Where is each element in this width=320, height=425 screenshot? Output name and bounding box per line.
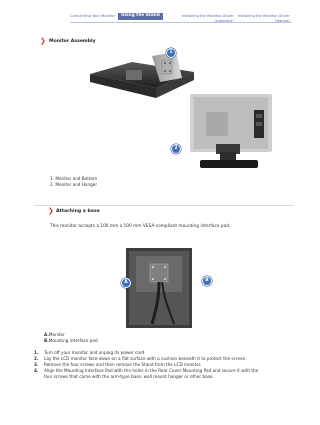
stand-illustration (86, 52, 196, 112)
tab-driver-manual-label: Installing the Monitor Driver (238, 14, 290, 18)
section-chevron-icon: ❯ (40, 37, 46, 45)
section-chevron-icon: ❯ (48, 207, 54, 215)
legend-monitor (44, 332, 65, 337)
step-3 (34, 362, 201, 367)
step-4-text: Align the Mounting Interface Pad with the holes in the Rear Cover Mounting Pad and secure it with the (44, 368, 259, 373)
section-title-monitor-assembly: Monitor Assembly (49, 39, 96, 44)
callout-1-badge: 1 (166, 48, 176, 58)
tab-driver-automatic-sub: (Automatic) (214, 18, 234, 23)
vesa-pad-illustration (126, 248, 192, 328)
step-3-text: Remove the four screws and then remove the Stand from the LCD monitor. (44, 362, 202, 367)
legend-key-b: B. (44, 338, 49, 343)
legend-mounting-pad (44, 338, 98, 343)
legend-text-a: Monitor (48, 332, 65, 337)
tab-connecting-monitor[interactable]: Connecting Your Monitor (70, 14, 116, 18)
callout-b-badge: B (202, 276, 212, 286)
step-4-cont-text: four screws that came with the arm-type base, wall mount hanger or other base. (44, 374, 214, 379)
monitor-back-photo (186, 94, 276, 170)
step-4-number: 4. (34, 368, 39, 373)
attaching-base-description: This monitor accepts a 100 mm x 100 mm VESA-compliant mounting interface pad. (50, 224, 231, 229)
vesa-pad-photo (126, 248, 192, 328)
step-2-text: Lay the LCD monitor face-down on a flat surface with a cushion beneath it to protect the screen. (44, 356, 247, 361)
stand-photo (86, 52, 196, 112)
step-2-number: 2. (34, 356, 39, 361)
legend-text-b: Mounting interface pad (48, 338, 98, 343)
callout-a-badge: A (121, 278, 131, 288)
section-divider (34, 205, 294, 206)
tab-using-stand[interactable]: Using the Stand (118, 13, 163, 20)
step-3-number: 3. (34, 362, 39, 367)
callout-2-badge: 2 (171, 144, 181, 154)
assembly-list-item-2: 2. Monitor and Hanger (50, 182, 98, 187)
tab-driver-automatic-label: Installing the Monitor Driver (182, 14, 234, 18)
monitor-back-illustration (186, 94, 276, 170)
step-4-continued (34, 374, 214, 379)
top-navigation (70, 14, 292, 38)
tab-driver-manual-sub: (Manual) (275, 18, 290, 23)
section-title-attaching-base: Attaching a base (56, 209, 100, 214)
step-1-text: Turn off your monitor and unplug its power cord. (44, 350, 146, 355)
step-4 (34, 368, 258, 373)
assembly-list-item-1: 1. Monitor and Bottom (50, 176, 98, 181)
step-2 (34, 356, 247, 361)
step-1 (34, 350, 146, 355)
nav-underline (70, 22, 292, 23)
legend-key-a: A. (44, 332, 49, 337)
step-1-number: 1. (34, 350, 39, 355)
